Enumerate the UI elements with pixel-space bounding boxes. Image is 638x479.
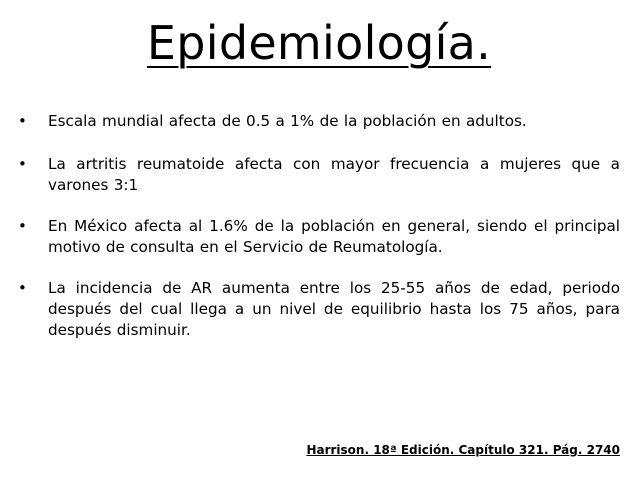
bullet-text: La incidencia de AR aumenta entre los 25-55 años de edad, periodo después del cual llega a un nivel de equilibrio hasta los 75 años, para después disminuir. xyxy=(48,279,620,339)
bullet-list xyxy=(18,111,620,341)
bullet-marker: • xyxy=(18,217,27,235)
bullet-item xyxy=(18,111,620,132)
bullet-text: En México afecta al 1.6% de la población en general, siendo el principal motivo de consulta en el Servicio de Reumatología. xyxy=(48,217,620,256)
bullet-marker: • xyxy=(18,279,27,297)
citation: Harrison. 18ª Edición. Capítulo 321. Pág. 2740 xyxy=(306,443,620,457)
bullet-text: La artritis reumatoide afecta con mayor frecuencia a mujeres que a varones 3:1 xyxy=(48,155,620,194)
bullet-item xyxy=(18,278,620,341)
bullet-marker: • xyxy=(18,155,27,173)
slide-title: Epidemiología. xyxy=(146,16,492,70)
bullet-marker: • xyxy=(18,112,27,130)
bullet-item xyxy=(18,154,620,196)
bullet-text: Escala mundial afecta de 0.5 a 1% de la población en adultos. xyxy=(48,112,527,130)
bullet-item xyxy=(18,216,620,258)
